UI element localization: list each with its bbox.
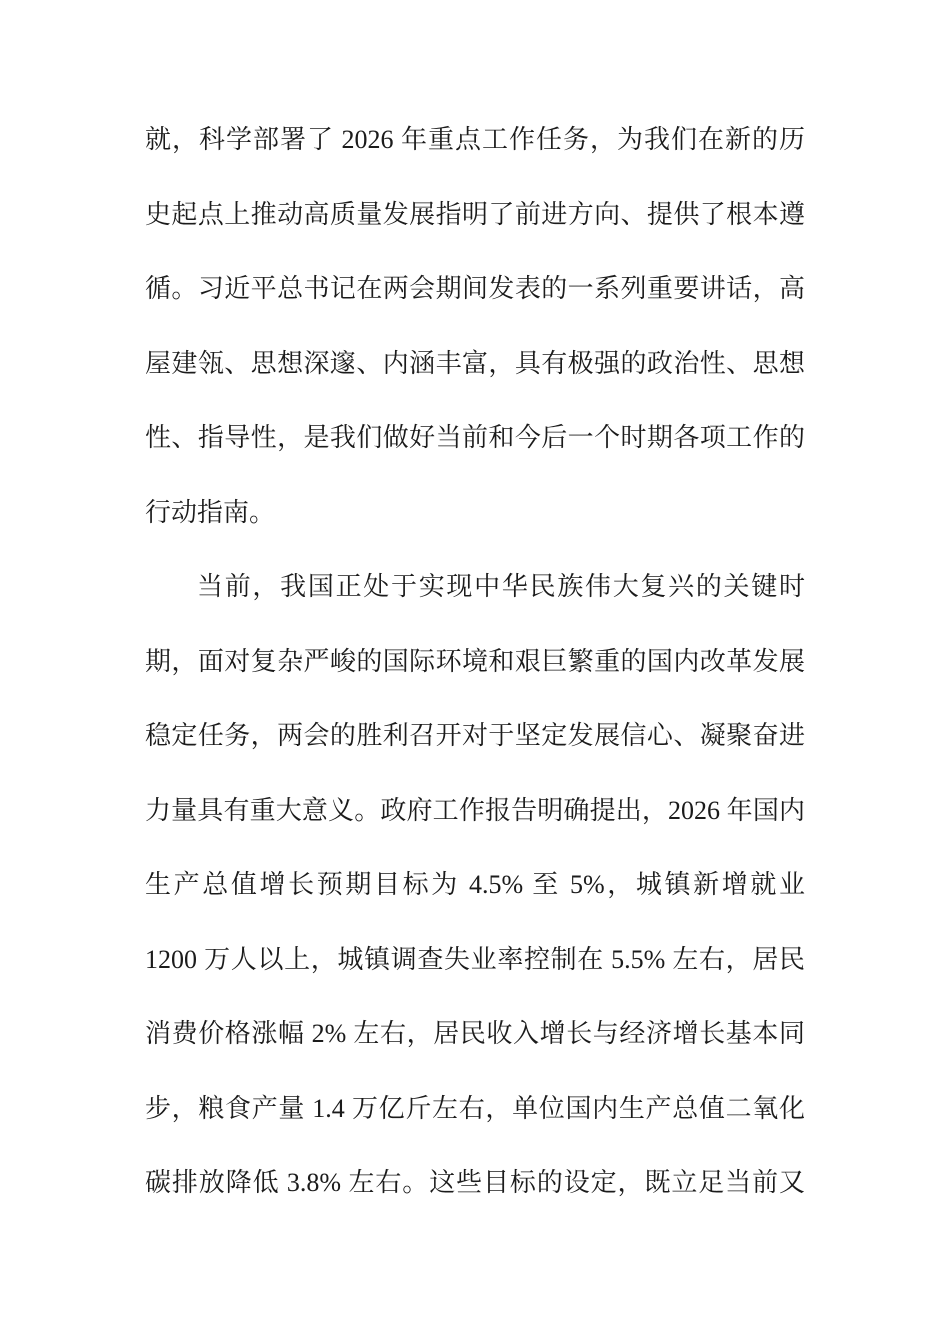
text-line: 期，面对复杂严峻的国际环境和艰巨繁重的国内改革发展: [145, 646, 805, 676]
document-text-block: [145, 103, 805, 1221]
text-line: 步，粮食产量 1.4 万亿斤左右，单位国内生产总值二氧化: [145, 1093, 805, 1123]
text-line: 碳排放降低 3.8% 左右。这些目标的设定，既立足当前又: [145, 1168, 805, 1197]
text-line: 生产总值增长预期目标为 4.5% 至 5%，城镇新增就业: [145, 870, 805, 899]
text-line: 力量具有重大意义。政府工作报告明确提出，2026 年国内: [145, 795, 805, 825]
text-line: 性、指导性，是我们做好当前和今后一个时期各项工作的: [145, 423, 805, 452]
text-line: 屋建瓴、思想深邃、内涵丰富，具有极强的政治性、思想: [145, 348, 805, 378]
text-line: 史起点上推动高质量发展指明了前进方向、提供了根本遵: [145, 199, 805, 229]
text-line: 稳定任务，两会的胜利召开对于坚定发展信心、凝聚奋进: [145, 721, 805, 750]
text-line: 1200 万人以上，城镇调查失业率控制在 5.5% 左右，居民: [145, 944, 805, 974]
text-line-paragraph-start: 当前，我国正处于实现中华民族伟大复兴的关键时: [197, 572, 805, 601]
text-line: 就，科学部署了 2026 年重点工作任务，为我们在新的历: [145, 125, 805, 154]
text-line: 循。习近平总书记在两会期间发表的一系列重要讲话，高: [145, 274, 805, 303]
text-line-paragraph-end: 行动指南。: [145, 497, 276, 527]
text-line: 消费价格涨幅 2% 左右，居民收入增长与经济增长基本同: [145, 1019, 805, 1048]
